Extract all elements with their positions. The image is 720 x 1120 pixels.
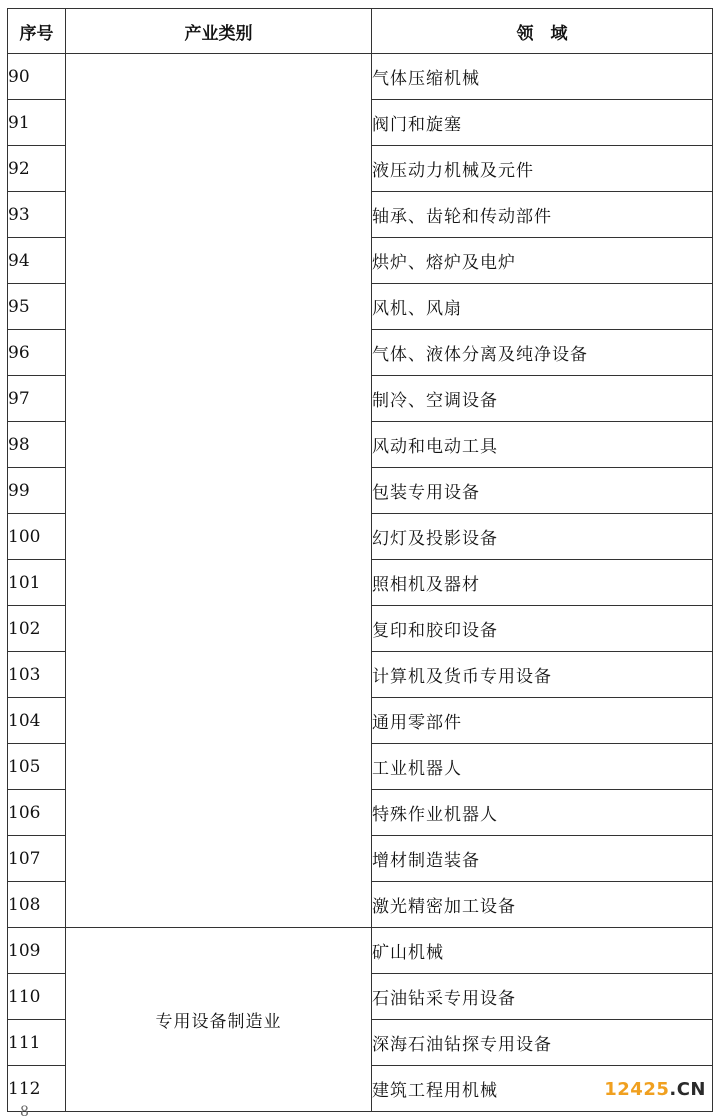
serial-number-cell: 98 <box>8 422 66 468</box>
field-cell: 激光精密加工设备 <box>372 882 713 928</box>
field-cell: 工业机器人 <box>372 744 713 790</box>
serial-number-cell: 104 <box>8 698 66 744</box>
field-cell: 矿山机械 <box>372 928 713 974</box>
table-header-row <box>8 9 713 54</box>
field-cell: 轴承、齿轮和传动部件 <box>372 192 713 238</box>
header-field: 领 域 <box>372 9 713 54</box>
table-row <box>8 928 713 974</box>
site-watermark <box>604 1079 706 1100</box>
field-cell: 气体压缩机械 <box>372 54 713 100</box>
field-cell: 包装专用设备 <box>372 468 713 514</box>
industry-field-table <box>7 8 713 1112</box>
serial-number-cell: 103 <box>8 652 66 698</box>
serial-number-cell: 108 <box>8 882 66 928</box>
field-cell: 液压动力机械及元件 <box>372 146 713 192</box>
serial-number-cell: 102 <box>8 606 66 652</box>
field-cell: 阀门和旋塞 <box>372 100 713 146</box>
table-body <box>8 54 713 1112</box>
industry-category-cell: 专用设备制造业 <box>66 928 372 1112</box>
serial-number-cell: 94 <box>8 238 66 284</box>
serial-number-cell: 106 <box>8 790 66 836</box>
field-cell: 幻灯及投影设备 <box>372 514 713 560</box>
field-cell: 复印和胶印设备 <box>372 606 713 652</box>
serial-number-cell: 97 <box>8 376 66 422</box>
field-cell: 石油钻采专用设备 <box>372 974 713 1020</box>
field-cell: 制冷、空调设备 <box>372 376 713 422</box>
field-cell: 建筑工程用机械 <box>372 1066 713 1112</box>
page-number: 8 <box>20 1104 29 1120</box>
serial-number-cell: 105 <box>8 744 66 790</box>
serial-number-cell: 99 <box>8 468 66 514</box>
field-cell: 气体、液体分离及纯净设备 <box>372 330 713 376</box>
serial-number-cell: 111 <box>8 1020 66 1066</box>
serial-number-cell: 112 <box>8 1066 66 1112</box>
field-cell: 风动和电动工具 <box>372 422 713 468</box>
serial-number-cell: 95 <box>8 284 66 330</box>
field-cell: 烘炉、熔炉及电炉 <box>372 238 713 284</box>
serial-number-cell: 96 <box>8 330 66 376</box>
header-serial-number: 序号 <box>8 9 66 54</box>
serial-number-cell: 100 <box>8 514 66 560</box>
field-cell: 深海石油钻探专用设备 <box>372 1020 713 1066</box>
serial-number-cell: 109 <box>8 928 66 974</box>
field-cell: 特殊作业机器人 <box>372 790 713 836</box>
serial-number-cell: 107 <box>8 836 66 882</box>
industry-category-cell <box>66 54 372 928</box>
field-cell: 增材制造装备 <box>372 836 713 882</box>
field-cell: 通用零部件 <box>372 698 713 744</box>
serial-number-cell: 90 <box>8 54 66 100</box>
field-cell: 照相机及器材 <box>372 560 713 606</box>
serial-number-cell: 93 <box>8 192 66 238</box>
watermark-domain: .CN <box>669 1079 706 1100</box>
serial-number-cell: 92 <box>8 146 66 192</box>
watermark-number: 12425 <box>604 1079 670 1100</box>
serial-number-cell: 101 <box>8 560 66 606</box>
field-cell: 风机、风扇 <box>372 284 713 330</box>
header-industry-category: 产业类别 <box>66 9 372 54</box>
table-row <box>8 54 713 100</box>
serial-number-cell: 110 <box>8 974 66 1020</box>
field-cell: 计算机及货币专用设备 <box>372 652 713 698</box>
serial-number-cell: 91 <box>8 100 66 146</box>
